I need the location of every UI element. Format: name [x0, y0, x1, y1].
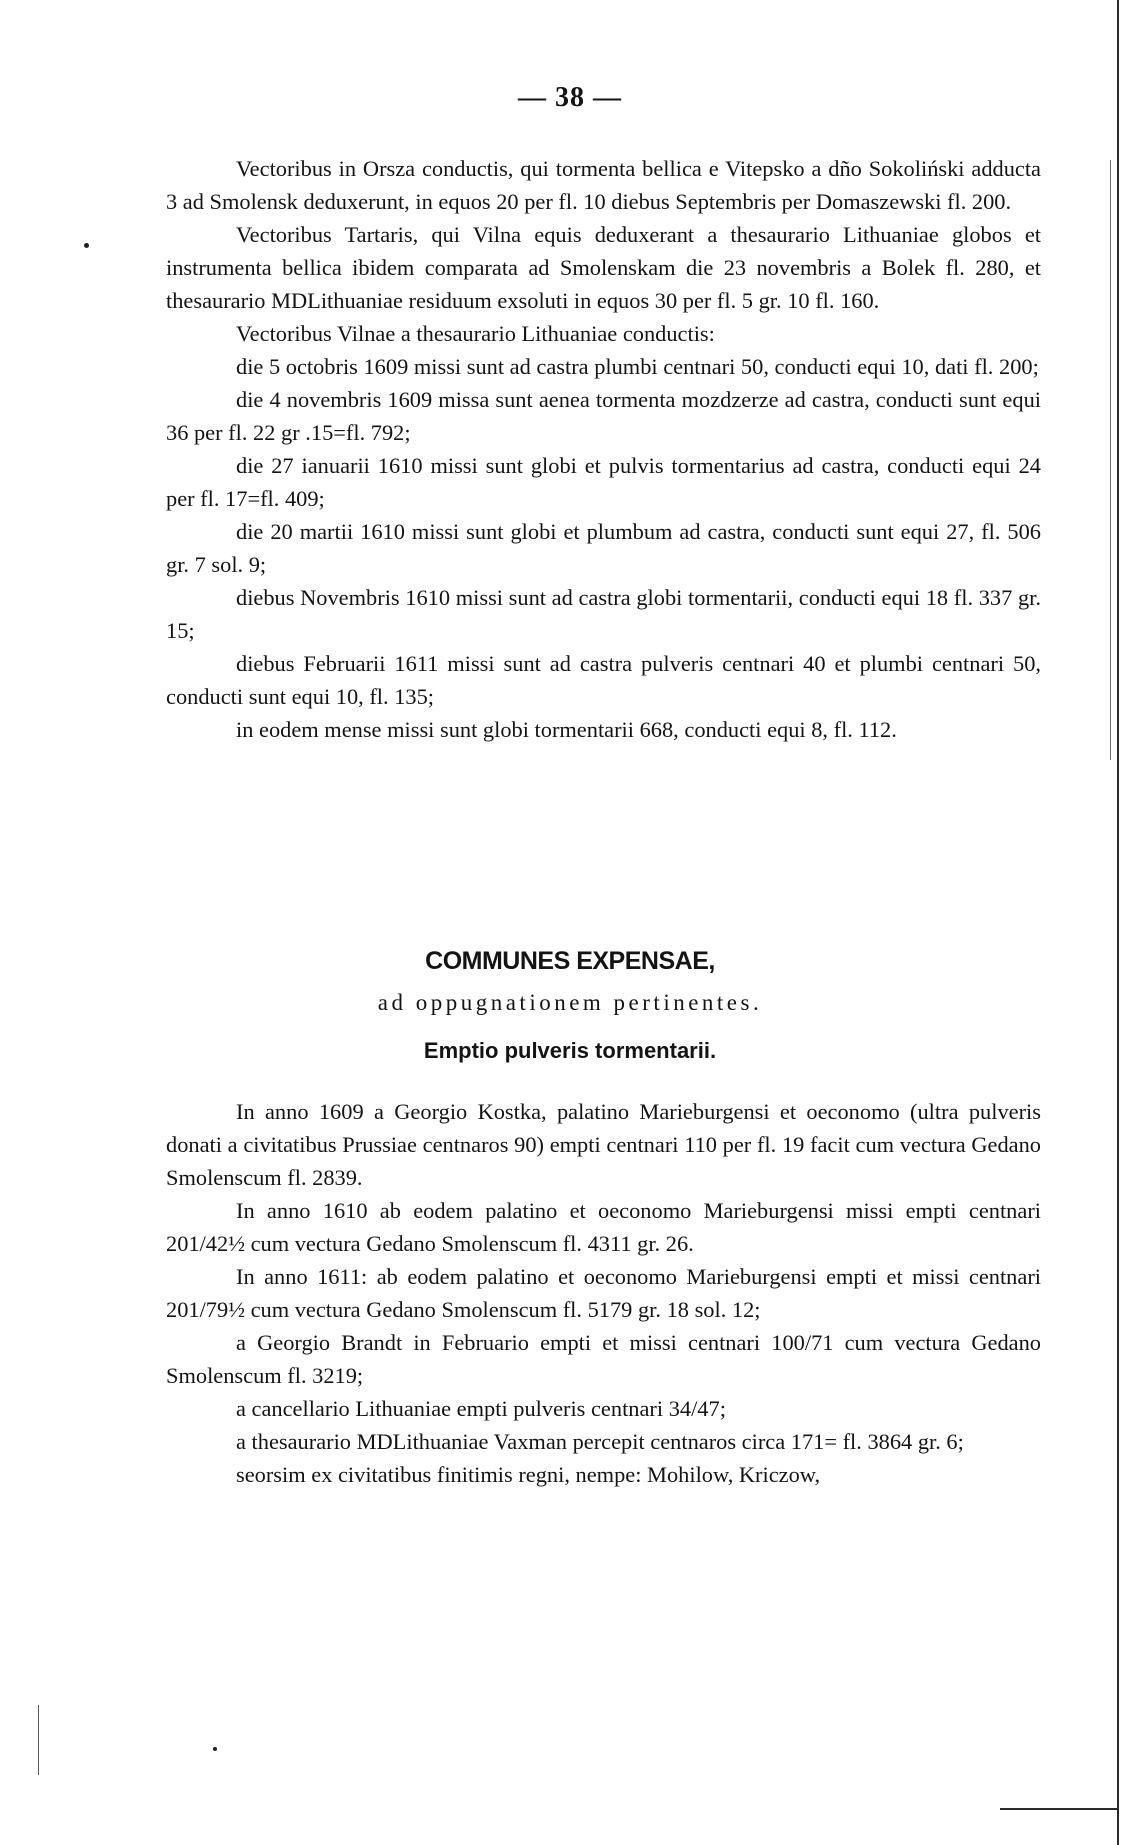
paragraph: die 27 ianuarii 1610 missi sunt globi et pulvis tormentarius ad castra, conducti equi 24 per fl. 17=fl. 409; [166, 453, 1041, 511]
subsection-title: Emptio pulveris tormentarii. [423, 1038, 717, 1063]
paragraph: In anno 1611: ab eodem palatino et oeconomo Marieburgensi empti et missi centnari 201/79½ cum vectura Gedano Smolenscum fl. 5179 gr. 18 sol. 12; [166, 1264, 1041, 1322]
paragraph: Vectoribus Vilnae a thesaurario Lithuaniae conductis: [236, 321, 715, 346]
paragraph: Vectoribus in Orsza conductis, qui tormenta bellica e Vitepsko a dño Sokoliński adducta 3 ad Smolensk deduxerunt, in equos 20 per fl. 10 diebus Septembris per Domaszewski fl. 200. [166, 156, 1041, 214]
page-number: — 38 — [518, 82, 622, 113]
paragraph: die 20 martii 1610 missi sunt globi et plumbum ad castra, conducti sunt equi 27, fl. 506 gr. 7 sol. 9; [166, 519, 1041, 577]
paragraph: die 5 octobris 1609 missi sunt ad castra plumbi centnari 50, conducti equi 10, dati fl. 200; [236, 354, 1039, 379]
paragraph: a thesaurario MDLithuaniae Vaxman percepit centnaros circa 171= fl. 3864 gr. 6; [236, 1429, 964, 1454]
paragraph: In anno 1610 ab eodem palatino et oeconomo Marieburgensi missi empti centnari 201/42½ cum vectura Gedano Smolenscum fl. 4311 gr. 26. [166, 1198, 1041, 1256]
paragraph: seorsim ex civitatibus finitimis regni, nempe: Mohilow, Kriczow, [236, 1462, 821, 1487]
text-block-bottom [166, 1095, 1041, 1491]
page-corner-line [1000, 1808, 1118, 1810]
paragraph: diebus Februarii 1611 missi sunt ad castra pulveris centnari 40 et plumbi centnari 50, conducti sunt equi 10, fl. 135; [166, 651, 1041, 709]
page-edge-shadow [1110, 160, 1111, 760]
paragraph: a cancellario Lithuaniae empti pulveris centnari 34/47; [236, 1396, 726, 1421]
paragraph: in eodem mense missi sunt globi tormentarii 668, conducti equi 8, fl. 112. [236, 717, 897, 742]
paragraph: Vectoribus Tartaris, qui Vilna equis deduxerant a thesaurario Lithuaniae globos et instrumenta bellica ibidem comparata ad Smolenskam die 23 novembris a Bolek fl. 280, et thesaurario MDLithuaniae residuum exsoluti in equos 30 per fl. 5 gr. 10 fl. 160. [166, 222, 1041, 313]
text-block-top [166, 152, 1041, 746]
paragraph: diebus Novembris 1610 missi sunt ad castra globi tormentarii, conducti equi 18 fl. 337 gr. 15; [166, 585, 1041, 643]
paragraph: a Georgio Brandt in Februario empti et missi centnari 100/71 cum vectura Gedano Smolenscum fl. 3219; [166, 1330, 1041, 1388]
margin-dot [84, 243, 89, 248]
paragraph: die 4 novembris 1609 missa sunt aenea tormenta mozdzerze ad castra, conducti sunt equi 36 per fl. 22 gr .15=fl. 792; [166, 387, 1041, 445]
paragraph: In anno 1609 a Georgio Kostka, palatino Marieburgensi et oeconomo (ultra pulveris donati a civitatibus Prussiae centnaros 90) empti centnari 110 per fl. 19 facit cum vectura Gedano Smolenscum fl. 2839. [166, 1099, 1041, 1190]
section-subheading: ad oppugnationem pertinentes. [377, 990, 763, 1015]
section-heading: COMMUNES EXPENSAE, [425, 947, 715, 975]
margin-dot [213, 1747, 217, 1751]
page-edge-line [1117, 0, 1119, 1845]
margin-mark [38, 1705, 39, 1775]
